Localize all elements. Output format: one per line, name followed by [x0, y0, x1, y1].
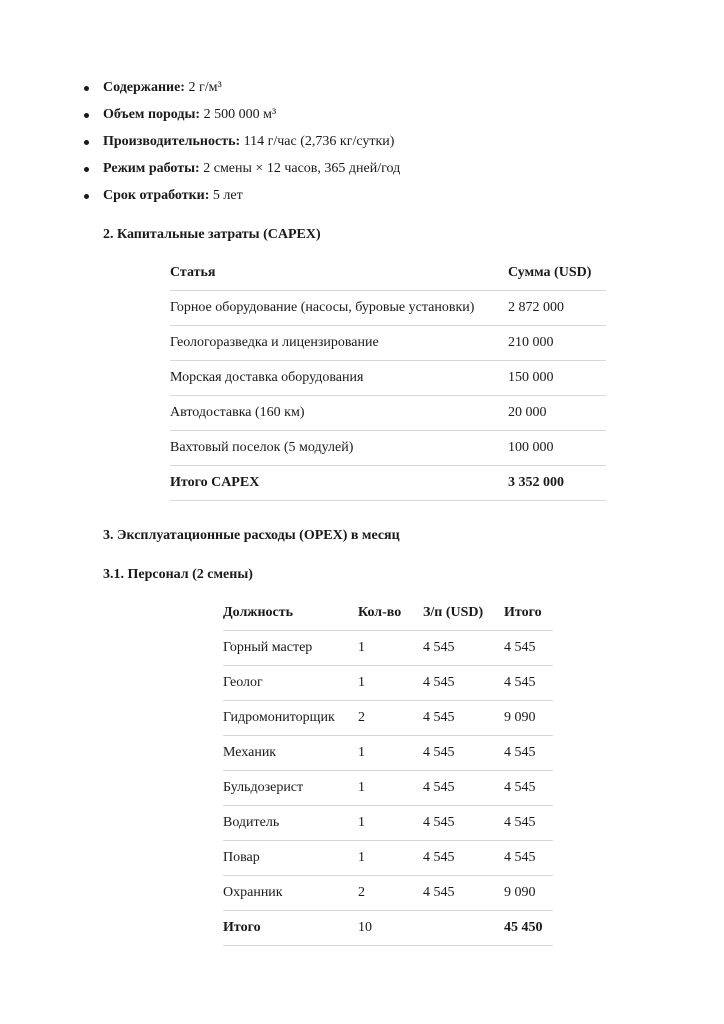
table-cell: 9 090	[504, 701, 553, 736]
table-cell: Морская доставка оборудования	[170, 361, 508, 396]
column-header: Должность	[223, 595, 358, 631]
column-header: Сумма (USD)	[508, 255, 606, 291]
capex-table	[170, 255, 606, 501]
bullet-icon	[84, 167, 89, 172]
table-cell: 1	[358, 841, 423, 876]
table-cell: 100 000	[508, 431, 606, 466]
bullet-icon	[84, 140, 89, 145]
param-label: Содержание:	[103, 80, 185, 95]
table-cell: 4 545	[504, 666, 553, 701]
table-cell: 2	[358, 701, 423, 736]
table-total-row	[223, 911, 553, 946]
list-item	[82, 159, 400, 186]
param-value: 2 г/м³	[184, 80, 222, 95]
table-row	[223, 666, 553, 701]
table-cell: Гидромониторщик	[223, 701, 358, 736]
table-cell: Механик	[223, 736, 358, 771]
table-cell: 1	[358, 631, 423, 666]
param-value: 114 г/час (2,736 кг/сутки)	[240, 134, 395, 149]
table-header-row	[223, 595, 553, 631]
table-cell: 3 352 000	[508, 466, 606, 501]
table-cell: 4 545	[504, 806, 553, 841]
opex-heading: 3. Эксплуатационные расходы (OPEX) в месяц	[103, 528, 400, 543]
param-label: Срок отработки:	[103, 188, 210, 203]
table-cell	[423, 911, 504, 946]
bullet-icon	[84, 113, 89, 118]
param-label: Режим работы:	[103, 161, 200, 176]
table-cell: 4 545	[423, 771, 504, 806]
table-cell: 1	[358, 771, 423, 806]
table-cell: Итого CAPEX	[170, 466, 508, 501]
table-row	[223, 736, 553, 771]
table-row	[170, 326, 606, 361]
table-cell: Геологоразведка и лицензирование	[170, 326, 508, 361]
table-cell: Итого	[223, 911, 358, 946]
column-header: Итого	[504, 595, 553, 631]
table-cell: 2	[358, 876, 423, 911]
table-cell: 210 000	[508, 326, 606, 361]
staff-table	[223, 595, 553, 946]
table-cell: 4 545	[504, 771, 553, 806]
table-cell: 4 545	[423, 736, 504, 771]
table-cell: 45 450	[504, 911, 553, 946]
table-cell: Вахтовый поселок (5 модулей)	[170, 431, 508, 466]
table-cell: Охранник	[223, 876, 358, 911]
param-value: 2 смены × 12 часов, 365 дней/год	[199, 161, 401, 176]
table-cell: Геолог	[223, 666, 358, 701]
table-cell: 9 090	[504, 876, 553, 911]
column-header: Кол-во	[358, 595, 423, 631]
table-cell: 4 545	[423, 876, 504, 911]
table-cell: 4 545	[423, 666, 504, 701]
table-row	[223, 841, 553, 876]
table-cell: Горное оборудование (насосы, буровые установки)	[170, 291, 508, 326]
table-row	[223, 771, 553, 806]
table-row	[170, 396, 606, 431]
list-item	[82, 105, 400, 132]
column-header: Статья	[170, 255, 508, 291]
table-cell: Горный мастер	[223, 631, 358, 666]
table-cell: Автодоставка (160 км)	[170, 396, 508, 431]
table-cell: Повар	[223, 841, 358, 876]
table-cell: 1	[358, 806, 423, 841]
table-total-row	[170, 466, 606, 501]
staff-heading: 3.1. Персонал (2 смены)	[103, 567, 253, 582]
table-row	[170, 291, 606, 326]
param-value: 5 лет	[209, 188, 243, 203]
param-label: Объем породы:	[103, 107, 201, 122]
table-cell: 1	[358, 736, 423, 771]
capex-heading: 2. Капитальные затраты (CAPEX)	[103, 227, 321, 242]
table-row	[170, 431, 606, 466]
param-label: Производительность:	[103, 134, 241, 149]
table-cell: 1	[358, 666, 423, 701]
table-cell: 2 872 000	[508, 291, 606, 326]
table-cell: 4 545	[504, 631, 553, 666]
table-row	[223, 806, 553, 841]
table-row	[170, 361, 606, 396]
param-value: 2 500 000 м³	[200, 107, 277, 122]
table-row	[223, 876, 553, 911]
table-cell: 4 545	[504, 841, 553, 876]
table-cell: 4 545	[423, 631, 504, 666]
table-cell: 4 545	[504, 736, 553, 771]
table-row	[223, 701, 553, 736]
list-item	[82, 78, 400, 105]
table-cell: 10	[358, 911, 423, 946]
table-cell: 150 000	[508, 361, 606, 396]
parameters-list	[82, 78, 400, 213]
table-cell: Водитель	[223, 806, 358, 841]
table-cell: Бульдозерист	[223, 771, 358, 806]
list-item	[82, 186, 400, 213]
table-header-row	[170, 255, 606, 291]
list-item	[82, 132, 400, 159]
table-cell: 20 000	[508, 396, 606, 431]
table-cell: 4 545	[423, 806, 504, 841]
table-cell: 4 545	[423, 701, 504, 736]
column-header: З/п (USD)	[423, 595, 504, 631]
table-cell: 4 545	[423, 841, 504, 876]
bullet-icon	[84, 86, 89, 91]
bullet-icon	[84, 194, 89, 199]
table-row	[223, 631, 553, 666]
